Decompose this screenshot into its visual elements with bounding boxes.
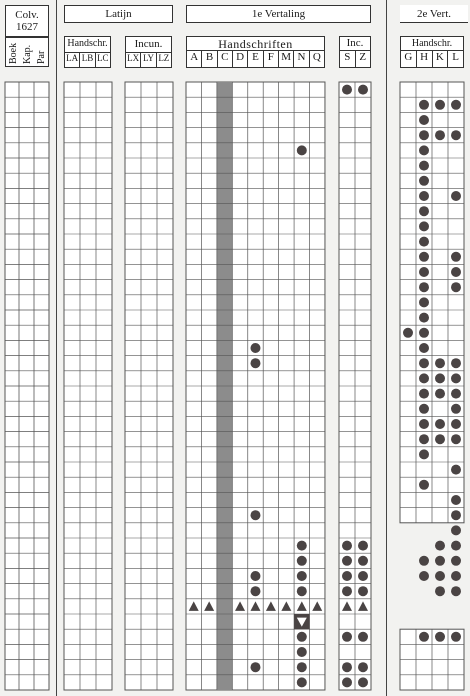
- dot-mark: [419, 373, 429, 383]
- latijn-incun-title: Incun.: [134, 38, 163, 50]
- col-header-K: K: [432, 51, 448, 67]
- dot-mark: [358, 662, 368, 672]
- header-kap: Kap.: [22, 44, 33, 64]
- dot-mark: [419, 267, 429, 277]
- dot-mark: [419, 389, 429, 399]
- vertaling1-inc-title: Inc.: [346, 37, 364, 49]
- dot-mark: [419, 282, 429, 292]
- dot-mark: [451, 571, 461, 581]
- col-header-LY: LY: [140, 53, 155, 67]
- dot-mark: [451, 419, 461, 429]
- dot-mark: [451, 100, 461, 110]
- vertaling1-handschriften-title: Handschriften: [218, 37, 293, 51]
- dot-mark: [435, 358, 445, 368]
- col-header-A: A: [190, 51, 199, 63]
- col-header-L: L: [447, 51, 463, 67]
- dot-mark: [358, 541, 368, 551]
- vertaling2-group-header: 2e Vert.: [400, 5, 468, 23]
- dot-mark: [419, 191, 429, 201]
- dot-mark: [342, 677, 352, 687]
- dot-mark: [419, 161, 429, 171]
- dot-mark: [451, 510, 461, 520]
- dot-mark: [297, 541, 307, 551]
- dot-mark: [297, 586, 307, 596]
- dot-mark: [419, 297, 429, 307]
- dot-mark: [435, 556, 445, 566]
- col-header-LX: LX: [127, 53, 140, 63]
- col-header-N: N: [293, 51, 308, 67]
- dot-mark: [419, 100, 429, 110]
- dot-mark: [451, 373, 461, 383]
- dot-mark: [451, 267, 461, 277]
- dot-mark: [451, 465, 461, 475]
- dot-mark: [250, 571, 260, 581]
- dot-mark: [342, 632, 352, 642]
- dot-mark: [419, 632, 429, 642]
- dot-mark: [419, 480, 429, 490]
- col-header-LB: LB: [79, 53, 94, 67]
- latijn-group-header: Latijn: [64, 5, 173, 23]
- dot-mark: [342, 556, 352, 566]
- colv-year: 1627: [16, 21, 38, 33]
- dot-mark: [419, 404, 429, 414]
- dot-mark: [451, 632, 461, 642]
- dot-mark: [435, 434, 445, 444]
- dot-mark: [451, 541, 461, 551]
- col-header-LA: LA: [66, 53, 79, 63]
- dot-mark: [451, 130, 461, 140]
- header-boek: Boek: [8, 42, 19, 64]
- colv-label: Colv.: [15, 8, 39, 21]
- dot-mark: [419, 328, 429, 338]
- dot-mark: [451, 495, 461, 505]
- dot-mark: [419, 343, 429, 353]
- col-header-G: G: [404, 51, 413, 63]
- dot-mark: [297, 632, 307, 642]
- dot-mark: [435, 389, 445, 399]
- dot-mark: [451, 404, 461, 414]
- dot-mark: [435, 130, 445, 140]
- dot-mark: [419, 252, 429, 262]
- dot-mark: [419, 313, 429, 323]
- dot-mark: [250, 586, 260, 596]
- dot-mark: [342, 586, 352, 596]
- dot-mark: [451, 358, 461, 368]
- dot-mark: [419, 206, 429, 216]
- dot-mark: [342, 662, 352, 672]
- col-header-M: M: [278, 51, 293, 67]
- dot-mark: [419, 115, 429, 125]
- dot-mark: [250, 343, 260, 353]
- latijn-handschr-title: Handschr.: [67, 38, 108, 49]
- dot-mark: [250, 662, 260, 672]
- dot-mark: [297, 556, 307, 566]
- dot-mark: [250, 510, 260, 520]
- dot-mark: [297, 145, 307, 155]
- dot-mark: [342, 541, 352, 551]
- col-header-B: B: [201, 51, 216, 67]
- dot-mark: [451, 434, 461, 444]
- dot-mark: [451, 282, 461, 292]
- dot-mark: [451, 525, 461, 535]
- dot-mark: [297, 571, 307, 581]
- dot-mark: [419, 556, 429, 566]
- dot-mark: [358, 85, 368, 95]
- dot-mark: [419, 571, 429, 581]
- dot-mark: [419, 176, 429, 186]
- dot-mark: [358, 571, 368, 581]
- dot-mark: [419, 434, 429, 444]
- dot-mark: [435, 632, 445, 642]
- dot-mark: [435, 541, 445, 551]
- col-header-Q: Q: [309, 51, 324, 67]
- dot-mark: [403, 328, 413, 338]
- dot-mark: [342, 571, 352, 581]
- header-par: Par: [36, 50, 47, 64]
- vertaling2-handschr-title: Handschr.: [411, 38, 453, 49]
- dot-mark: [419, 358, 429, 368]
- col-header-E: E: [247, 51, 262, 67]
- dot-mark: [297, 677, 307, 687]
- col-header-F: F: [263, 51, 278, 67]
- dot-mark: [451, 556, 461, 566]
- dot-mark: [419, 221, 429, 231]
- col-header-H: H: [416, 51, 432, 67]
- dot-mark: [435, 571, 445, 581]
- col-header-LC: LC: [95, 53, 110, 67]
- dot-mark: [358, 586, 368, 596]
- dot-mark: [419, 130, 429, 140]
- dot-mark: [358, 556, 368, 566]
- col-header-Z: Z: [355, 51, 371, 67]
- dot-mark: [419, 449, 429, 459]
- dot-mark: [419, 419, 429, 429]
- dot-mark: [419, 237, 429, 247]
- dot-mark: [419, 145, 429, 155]
- dot-mark: [451, 191, 461, 201]
- dot-mark: [297, 647, 307, 657]
- dot-mark: [451, 252, 461, 262]
- dot-mark: [297, 662, 307, 672]
- dot-mark: [342, 85, 352, 95]
- dot-mark: [451, 389, 461, 399]
- dot-mark: [435, 419, 445, 429]
- dot-mark: [358, 677, 368, 687]
- col-header-LZ: LZ: [156, 53, 171, 67]
- dot-mark: [451, 586, 461, 596]
- vertaling1-group-header: 1e Vertaling: [186, 5, 371, 23]
- dot-mark: [250, 358, 260, 368]
- col-header-D: D: [232, 51, 247, 67]
- dot-mark: [435, 373, 445, 383]
- col-header-S: S: [344, 51, 351, 63]
- dot-mark: [358, 632, 368, 642]
- col-header-C: C: [217, 51, 232, 67]
- dot-mark: [435, 100, 445, 110]
- dot-mark: [435, 586, 445, 596]
